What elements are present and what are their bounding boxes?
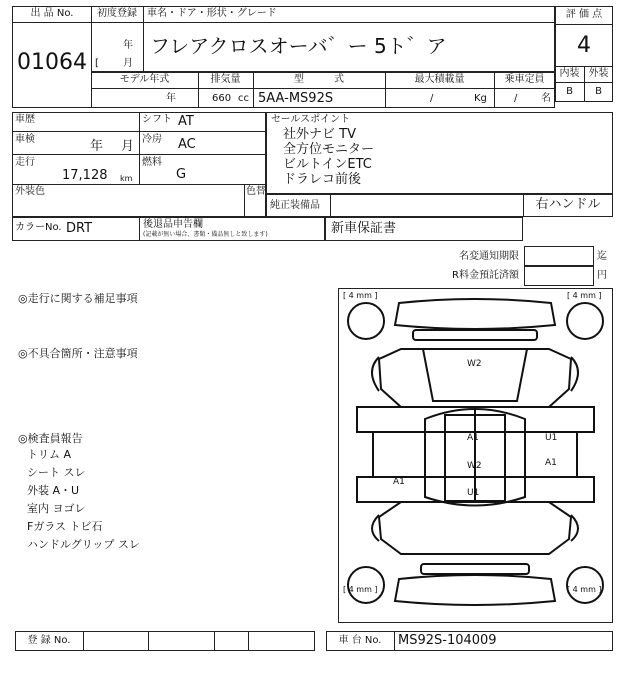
recycle-label: R料金預託済額 [452, 270, 519, 281]
chassis-label: 車 台 No. [338, 635, 382, 646]
exterior-label: 外装 [588, 68, 609, 79]
history-label: 車歴 [15, 114, 35, 125]
tire-front-left-depth: [ 4 mm ] [343, 291, 378, 300]
capacity-unit: Kg [474, 93, 487, 104]
ac-value: AC [178, 137, 196, 152]
shift-value: AT [178, 114, 194, 129]
damage-mark-roof-mid: W2 [467, 461, 482, 471]
outer-color-label: 外装色 [15, 186, 45, 197]
damage-mark-roof-rear: U1 [467, 488, 480, 498]
inspector-line-5: Fガラス トビ石 [27, 520, 103, 533]
car-name: フレアクロスオーバ゛ー 5ト゛ア [150, 34, 447, 58]
recycle-unit: 円 [597, 270, 607, 281]
type-label: 型 式 [294, 74, 344, 85]
car-outline-diagram [339, 289, 612, 622]
lot-label: 出 品 No. [30, 8, 74, 19]
shift-label: シフト [142, 114, 172, 125]
sales-points-label: セールスポイント [271, 114, 351, 125]
first-reg-month-unit: 月 [123, 58, 133, 69]
first-reg-label: 初度登録 [97, 8, 137, 19]
car-name-label: 車名・ドア・形状・グレード [147, 8, 277, 19]
tire-rear-right-depth: [ 4 mm ] [567, 585, 602, 594]
score-value: 4 [577, 33, 591, 58]
aftermarket-label: 後退品申告欄 [143, 219, 203, 230]
damage-mark-windshield: W2 [467, 359, 482, 369]
ac-label: 冷房 [142, 134, 162, 145]
tire-front-right-depth: [ 4 mm ] [567, 291, 602, 300]
inspector-line-1: トリム A [27, 448, 72, 461]
inspection-label: 車検 [15, 134, 35, 145]
fuel-value: G [176, 167, 187, 182]
score-label: 評 価 点 [565, 9, 603, 20]
first-reg-year-unit: 年 [123, 40, 133, 51]
inspector-title: ◎検査員報告 [18, 432, 83, 445]
model-year-unit: 年 [166, 93, 176, 104]
notice-deadline-field [524, 246, 594, 266]
inspection-year: 年 [90, 139, 104, 154]
notice-deadline-label: 名変通知期限 [459, 251, 519, 262]
displacement-unit: cc [238, 93, 249, 104]
mileage-label: 走行 [15, 157, 35, 168]
tire-rear-left-depth: [ 4 mm ] [343, 585, 378, 594]
damage-mark-right-front-door: U1 [545, 433, 558, 443]
warranty-value: 新車保証書 [331, 221, 397, 236]
interior-grade: B [566, 86, 573, 97]
seats-label: 乗車定員 [504, 74, 545, 85]
sales-point-4: ドラレコ前後 [283, 172, 362, 187]
model-year-label: モデル年式 [119, 74, 170, 85]
chassis-value: MS92S-104009 [398, 633, 497, 648]
exterior-grade: B [595, 86, 602, 97]
reg-no-label: 登 録 No. [27, 635, 71, 646]
steering-value: 右ハンドル [535, 197, 601, 212]
recycle-field [524, 266, 594, 286]
seats-unit: 名 [541, 93, 551, 104]
displacement-label: 排気量 [210, 74, 241, 85]
mileage-value: 17,128 [62, 168, 108, 183]
inspector-line-2: シート スレ [27, 466, 86, 479]
capacity-sep: / [430, 93, 434, 104]
sales-point-3: ビルトインETC [283, 157, 372, 172]
inspector-line-3: 外装 A・U [27, 484, 80, 497]
damage-mark-right-rear-door: A1 [545, 458, 557, 468]
notice-deadline-unit: 迄 [597, 251, 607, 262]
seats-sep: / [514, 93, 518, 104]
sales-point-2: 全方位モニター [283, 142, 375, 157]
mileage-unit: km [120, 174, 133, 183]
inspector-line-6: ハンドルグリップ スレ [27, 538, 140, 551]
color-no-value: DRT [66, 221, 93, 236]
capacity-label: 最大積載量 [414, 74, 465, 85]
recolor-label: 色替 [246, 186, 266, 197]
genuine-parts-label: 純正装備品 [270, 200, 320, 211]
fuel-label: 燃料 [142, 157, 162, 168]
lot-number: 01064 [17, 50, 87, 75]
inspector-line-4: 室内 ヨゴレ [27, 502, 86, 515]
first-reg-bracket: [ [95, 58, 99, 69]
damage-diagram [338, 288, 613, 623]
color-no-label: カラーNo. [15, 222, 62, 233]
type-value: 5AA-MS92S [258, 91, 334, 106]
damage-mark-roof-front: A1 [467, 433, 479, 443]
damage-mark-left-rear: A1 [393, 477, 405, 487]
defects-title: ◎不具合箇所・注意事項 [18, 347, 138, 360]
displacement-value: 660 [212, 93, 232, 104]
interior-label: 内装 [559, 68, 580, 79]
inspection-month: 月 [121, 139, 135, 154]
driving-notes-title: ◎走行に関する補足事項 [18, 292, 138, 305]
sales-point-1: 社外ナビ TV [283, 127, 356, 142]
aftermarket-note: (記載が無い場合、書類・備品無しと致します) [143, 231, 268, 238]
